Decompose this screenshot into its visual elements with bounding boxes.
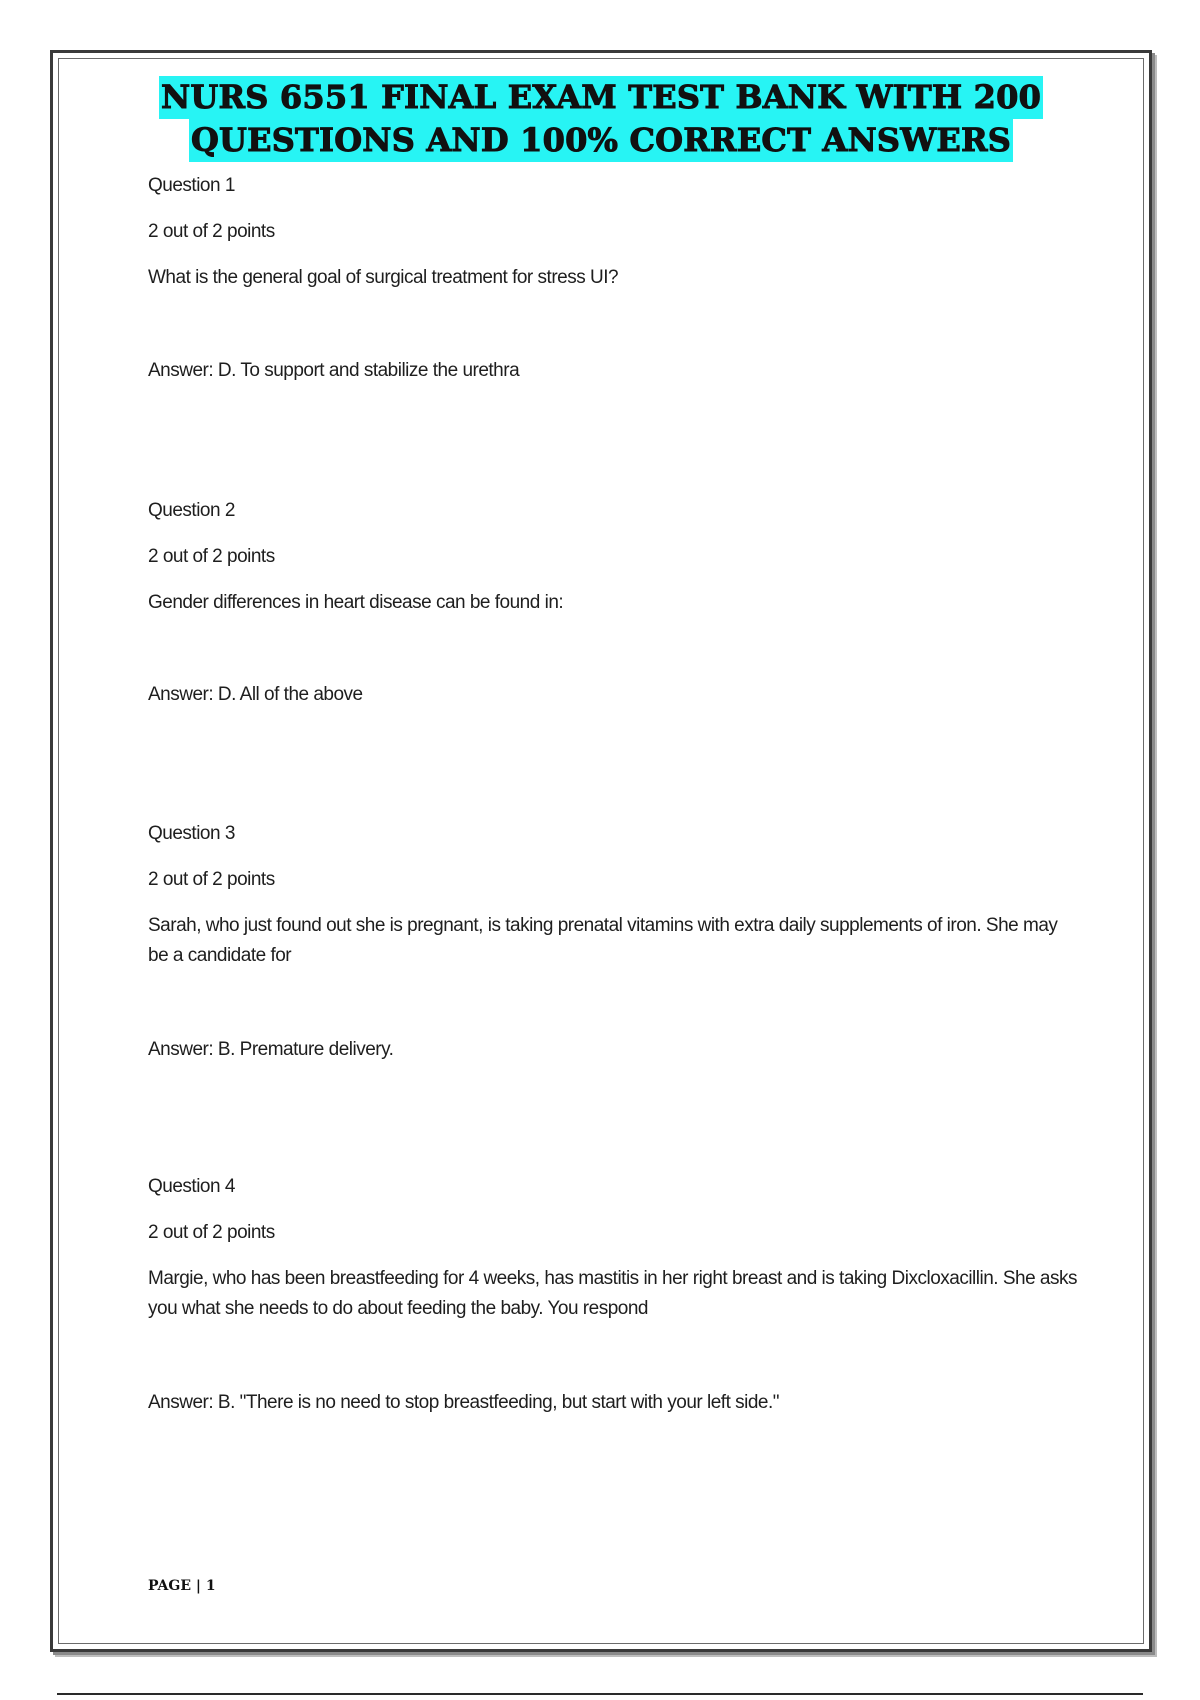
question-points: 2 out of 2 points xyxy=(148,1222,275,1243)
title-line-2: QUESTIONS AND 100% CORRECT ANSWERS xyxy=(189,119,1013,162)
page-number-footer: PAGE | 1 xyxy=(148,1578,216,1594)
bottom-divider xyxy=(57,1693,1143,1695)
question-title: Question 2 xyxy=(148,500,235,521)
question-points: 2 out of 2 points xyxy=(148,546,275,567)
question-answer: Answer: B. "There is no need to stop breastfeeding, but start with your left side." xyxy=(148,1392,780,1413)
page-frame xyxy=(50,50,1152,1652)
question-answer: Answer: B. Premature delivery. xyxy=(148,1039,394,1060)
question-points: 2 out of 2 points xyxy=(148,221,275,242)
question-title: Question 4 xyxy=(148,1176,235,1197)
question-title: Question 1 xyxy=(148,175,235,196)
document-title xyxy=(53,76,1149,162)
question-answer: Answer: D. To support and stabilize the urethra xyxy=(148,360,520,381)
question-text: Margie, who has been breastfeeding for 4 weeks, has mastitis in her right breast and is taking Dixcloxacillin. She asks you what she needs to do about feeding the baby. You respond xyxy=(148,1268,1077,1319)
question-text: Gender differences in heart disease can be found in: xyxy=(148,592,564,613)
question-points: 2 out of 2 points xyxy=(148,869,275,890)
title-line-1: NURS 6551 FINAL EXAM TEST BANK WITH 200 xyxy=(159,76,1043,119)
question-text: What is the general goal of surgical treatment for stress UI? xyxy=(148,267,619,288)
question-text: Sarah, who just found out she is pregnant, is taking prenatal vitamins with extra daily supplements of iron. She may be a candidate for xyxy=(148,915,1058,966)
question-answer: Answer: D. All of the above xyxy=(148,684,363,705)
question-title: Question 3 xyxy=(148,823,235,844)
